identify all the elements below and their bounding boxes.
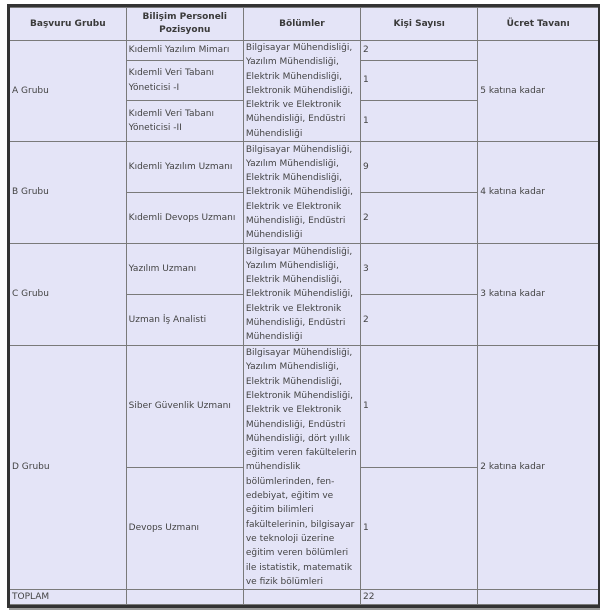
position-cell: Kıdemli Yazılım Uzmanı xyxy=(126,142,243,193)
empty-cell xyxy=(478,590,598,605)
position-cell: Kıdemli Devops Uzmanı xyxy=(126,193,243,244)
header-row xyxy=(10,8,598,41)
total-count-cell: 22 xyxy=(361,590,478,605)
count-cell: 1 xyxy=(361,101,478,142)
count-cell: 3 xyxy=(361,244,478,295)
group-name-cell: D Grubu xyxy=(10,346,126,590)
header-application-group: Başvuru Grubu xyxy=(10,8,126,41)
header-position: Bilişim Personeli Pozisyonu xyxy=(126,8,243,41)
salary-cap-cell: 5 katına kadar xyxy=(478,41,598,142)
group-name-cell: B Grubu xyxy=(10,142,126,244)
header-departments: Bölümler xyxy=(243,8,360,41)
salary-cap-cell: 2 katına kadar xyxy=(478,346,598,590)
table-row xyxy=(10,346,598,468)
table-row xyxy=(10,142,598,193)
position-cell: Kıdemli Veri Tabanı Yöneticisi -I xyxy=(126,60,243,101)
empty-cell xyxy=(243,590,360,605)
count-cell: 2 xyxy=(361,41,478,61)
count-cell: 2 xyxy=(361,193,478,244)
position-cell: Kıdemli Veri Tabanı Yöneticisi -II xyxy=(126,101,243,142)
position-cell: Siber Güvenlik Uzmanı xyxy=(126,346,243,468)
group-name-cell: C Grubu xyxy=(10,244,126,346)
count-cell: 9 xyxy=(361,142,478,193)
table-row xyxy=(10,41,598,61)
header-salary-cap: Ücret Tavanı xyxy=(478,8,598,41)
count-cell: 1 xyxy=(361,60,478,101)
departments-cell: Bilgisayar Mühendisliği, Yazılım Mühendisliği, Elektrik Mühendisliği, Elektronik Mühendisliği, Elektrik ve Elektronik Mühendisliği, Endüstri Mühendisliği xyxy=(243,41,360,142)
total-label-cell: TOPLAM xyxy=(10,590,126,605)
salary-cap-cell: 4 katına kadar xyxy=(478,142,598,244)
empty-cell xyxy=(126,590,243,605)
count-cell: 1 xyxy=(361,346,478,468)
table-row xyxy=(10,244,598,295)
departments-cell: Bilgisayar Mühendisliği, Yazılım Mühendisliği, Elektrik Mühendisliği, Elektronik Mühendisliği, Elektrik ve Elektronik Mühendisliği, Endüstri Mühendisliği xyxy=(243,142,360,244)
count-cell: 2 xyxy=(361,295,478,346)
position-cell: Kıdemli Yazılım Mimarı xyxy=(126,41,243,61)
positions-table xyxy=(10,7,598,605)
total-row xyxy=(10,590,598,605)
position-cell: Yazılım Uzmanı xyxy=(126,244,243,295)
position-cell: Uzman İş Analisti xyxy=(126,295,243,346)
header-person-count: Kişi Sayısı xyxy=(361,8,478,41)
group-name-cell: A Grubu xyxy=(10,41,126,142)
count-cell: 1 xyxy=(361,468,478,590)
departments-cell: Bilgisayar Mühendisliği, Yazılım Mühendisliği, Elektrik Mühendisliği, Elektronik Mühendisliği, Elektrik ve Elektronik Mühendisliği, Endüstri Mühendisliği xyxy=(243,244,360,346)
positions-table-container xyxy=(7,4,600,608)
salary-cap-cell: 3 katına kadar xyxy=(478,244,598,346)
position-cell: Devops Uzmanı xyxy=(126,468,243,590)
departments-cell: Bilgisayar Mühendisliği, Yazılım Mühendisliği, Elektrik Mühendisliği, Elektronik Mühendisliği, Elektrik ve Elektronik Mühendisliği, Endüstri Mühendisliği, dört yıllık eğitim veren fakültelerin mühendislik bölümlerinden, fen-edebiyat, eğitim ve eğitim bilimleri fakültelerinin, bilgisayar ve teknoloji üzerine eğitim veren bölümleri ile istatistik, matematik ve fizik bölümleri xyxy=(243,346,360,590)
